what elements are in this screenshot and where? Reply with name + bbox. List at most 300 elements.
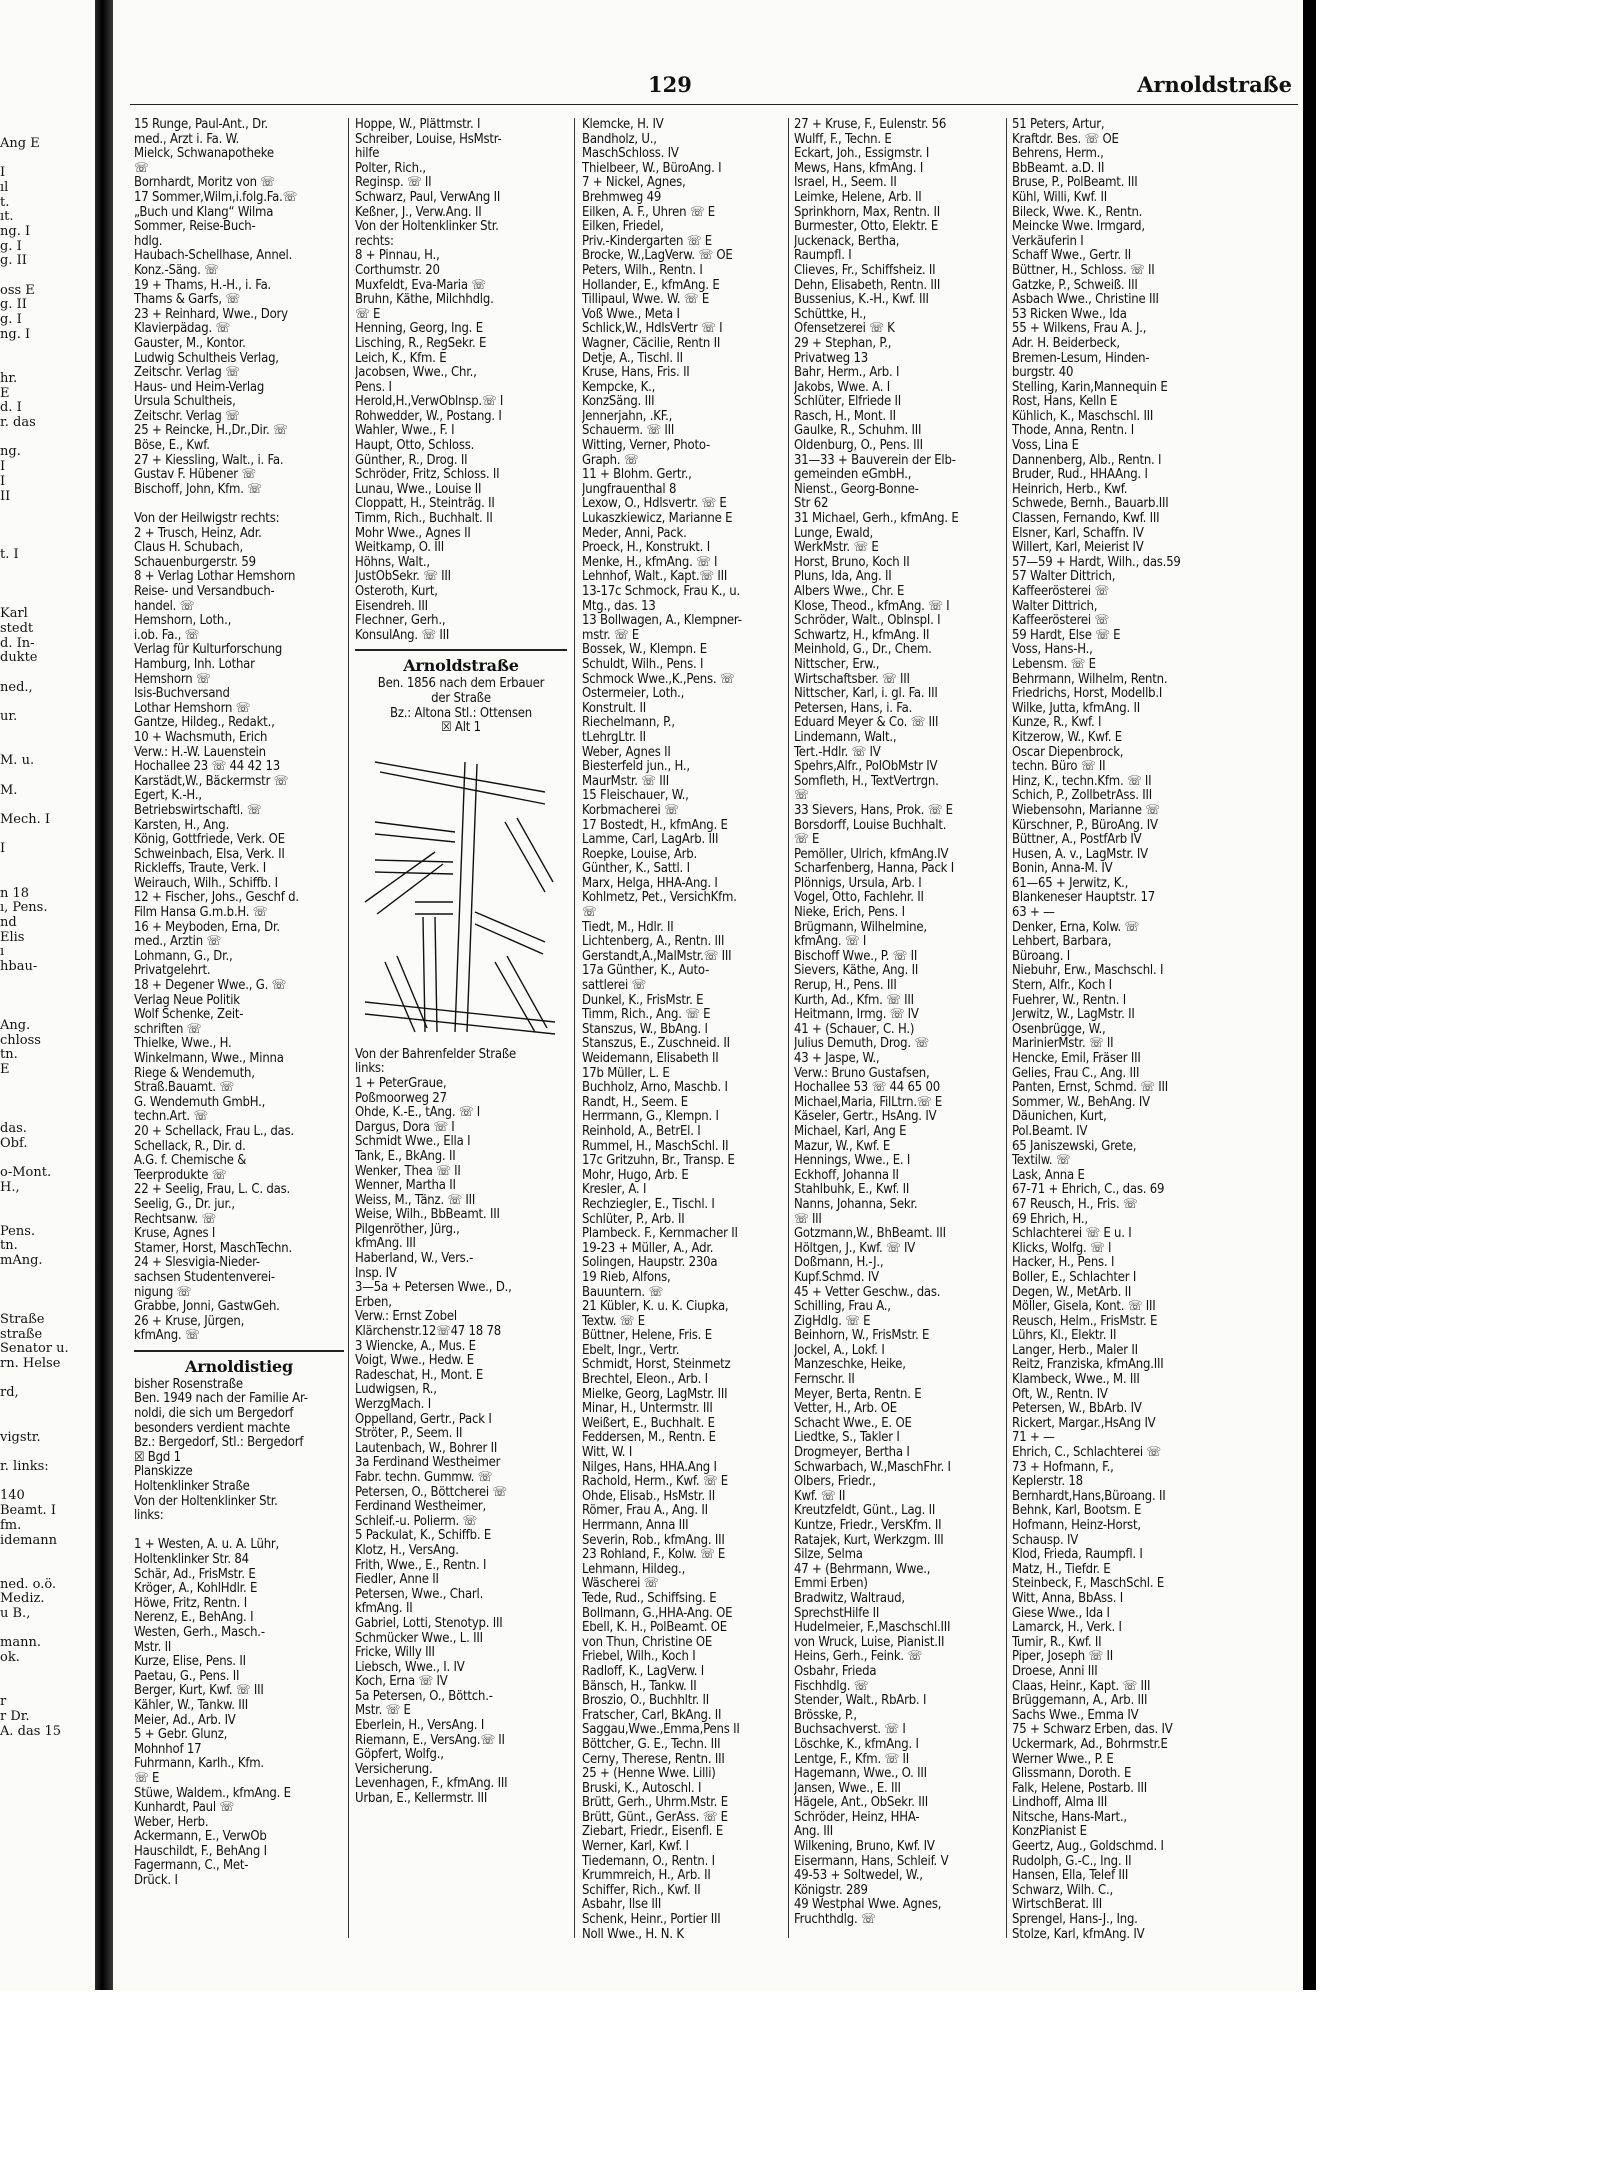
directory-entry-line: Klemcke, H. IV	[582, 118, 664, 132]
directory-entry-line: 13 Bollwagen, A., Klempner-	[582, 614, 742, 629]
directory-entry-line: Schär, Ad., FrisMstr. E	[134, 1567, 256, 1582]
directory-entry-line: Voigt, Wwe., Hedw. E	[355, 1354, 474, 1369]
directory-entry-line	[0, 828, 69, 843]
directory-entry-line: Kupf.Schmd. IV	[794, 1270, 879, 1285]
directory-entry-line: Adr. H. Beiderbeck,	[1012, 336, 1120, 351]
directory-entry-line: SprechstHilfe II	[794, 1606, 880, 1621]
directory-entry-line: ıl	[0, 179, 9, 195]
column-2	[355, 118, 567, 1978]
directory-entry-line: 5a Petersen, O., Böttch.-	[355, 1689, 493, 1704]
directory-entry-line: Jockel, A., Lokf. I	[794, 1343, 885, 1358]
directory-entry-line: Lunau, Wwe., Louise II	[355, 482, 482, 497]
directory-entry-line: Meier, Ad., Arb. IV	[134, 1713, 236, 1728]
directory-entry-line: kfmAng. III	[355, 1237, 416, 1252]
directory-entry-line: Tert.-Hdlr. ☏ IV	[794, 745, 881, 760]
directory-entry-line: Öhde, Elisab., HsMstr. II	[582, 1489, 715, 1504]
column-1-entries	[134, 118, 344, 1344]
directory-entry-line: burgstr. 40	[1012, 366, 1074, 381]
directory-entry-line: Schmidt, Horst, Steinmetz	[582, 1358, 731, 1373]
directory-entry-line: Mielke, Georg, LagMstr. III	[582, 1387, 728, 1402]
directory-entry-line: Eisermann, Hans, Schleif. V	[794, 1854, 949, 1869]
directory-entry-line: Burmester, Otto, Elektr. E	[794, 220, 939, 235]
directory-entry-line: Schwarbach, W.,MaschFhr. I	[794, 1460, 951, 1475]
directory-entry-line: Eilken, Friedel,	[582, 220, 664, 235]
directory-entry-line: Rasch, H., Mont. II	[794, 409, 896, 424]
directory-entry-line: Günther, K., Sattl. I	[582, 862, 690, 877]
directory-entry-line: KonsulAng. ☏ III	[355, 628, 450, 643]
directory-entry-line: Drogmeyer, Bertha I	[794, 1446, 910, 1461]
directory-entry-line: 17 Bostedt, H., kfmAng. E	[582, 818, 728, 833]
directory-entry-line: Kühl, Willi, Kwf. II	[1012, 190, 1107, 205]
directory-entry-line: Randt, H., Seem. E	[582, 1095, 688, 1110]
directory-entry-line: 27 + Kiessling, Walt., i. Fa.	[134, 453, 284, 468]
directory-entry-line: 67 Reusch, H., Fris. ☏	[1012, 1197, 1138, 1212]
directory-entry-line: Reginsp. ☏ II	[355, 176, 432, 191]
directory-entry-line: Meincke Wwe. Irmgard,	[1012, 220, 1145, 235]
directory-entry-line: Oldenburg, O., Pens. III	[794, 439, 923, 454]
directory-entry-line: Lindemann, Walt.,	[794, 730, 897, 745]
directory-entry-line: Beinhorn, W., FrisMstr. E	[794, 1329, 930, 1344]
directory-entry-line: Panten, Ernst, Schmd. ☏ III	[1012, 1081, 1168, 1096]
directory-entry-line: Riechelmann, P.,	[582, 716, 675, 731]
directory-entry-line: A.G. f. Chemische &	[134, 1154, 247, 1169]
directory-entry-line: Broszio, O., Buchhltr. II	[582, 1694, 710, 1709]
directory-entry-line: Bischoff Wwe., P. ☏ II	[794, 949, 918, 964]
column-5	[1012, 118, 1222, 1978]
directory-entry-line: Meder, Anni, Pack.	[582, 526, 687, 541]
directory-entry-line: Fagermann, C., Met-	[134, 1859, 249, 1874]
directory-entry-line: MaurMstr. ☏ III	[582, 774, 669, 789]
directory-entry-line: Eckart, Joh., Essigmstr. I	[794, 147, 930, 162]
directory-entry-line: Fabr. techn. Gummw. ☏	[355, 1470, 493, 1485]
directory-entry-line: Bileck, Wwe. K., Rentn.	[1012, 205, 1143, 220]
directory-entry-line: Kresler, A. I	[582, 1183, 647, 1198]
directory-entry-line: Sommer, W., BehAng. IV	[1012, 1095, 1150, 1110]
column-2-entries	[355, 118, 567, 643]
directory-entry-line: Asbahr, Ilse III	[582, 1898, 662, 1913]
directory-entry-line: Buchholz, Arno, Maschb. I	[582, 1081, 728, 1096]
directory-entry-line	[0, 1475, 69, 1490]
directory-entry-line: nd	[0, 914, 17, 930]
directory-entry-line: JustObSekr. ☏ III	[355, 570, 451, 585]
directory-entry-line: 12 + Fischer, Johs., Geschf d.	[134, 891, 299, 906]
directory-entry-line: I	[0, 459, 6, 475]
directory-entry-line: ☏ E	[355, 307, 381, 322]
directory-entry-line: Buchsachverst. ☏ I	[794, 1723, 906, 1738]
directory-entry-line: Petersen, Hans, i. Fa.	[794, 701, 913, 716]
directory-entry-line: Verw.: Ernst Zobel	[355, 1310, 457, 1325]
directory-entry-line	[0, 769, 69, 784]
directory-entry-line	[0, 122, 69, 137]
directory-entry-line: 3—5a + Petersen Wwe., D.,	[355, 1281, 512, 1296]
directory-entry-line: Bahr, Herm., Arb. I	[794, 366, 900, 381]
directory-entry-line	[0, 1210, 69, 1225]
directory-entry-line: Herrmann, Anna III	[582, 1519, 689, 1533]
directory-entry-line: t. I	[0, 547, 19, 563]
directory-entry-line: Oft, W., Rentn. IV	[1012, 1387, 1108, 1402]
directory-entry-line	[0, 1195, 69, 1210]
directory-entry-line: Kürschner, P., BüroAng. IV	[1012, 818, 1158, 833]
directory-entry-line: d. I	[0, 400, 22, 416]
directory-entry-line: mann.	[0, 1635, 41, 1651]
directory-entry-line: Fricke, Willy III	[355, 1646, 435, 1661]
directory-entry-line: das.	[0, 1120, 27, 1136]
directory-entry-line: M.	[0, 782, 18, 798]
directory-entry-line: Büttner, A., PostfArb IV	[1012, 833, 1142, 848]
directory-entry-line	[0, 534, 69, 549]
directory-entry-line: E	[0, 385, 10, 401]
directory-entry-line: Mohnhof 17	[134, 1742, 202, 1757]
directory-entry-line: Urban, E., Kellermstr. III	[355, 1792, 488, 1807]
directory-entry-line: n 18	[0, 885, 30, 901]
section-rule	[355, 649, 567, 651]
directory-entry-line: Mews, Hans, kfmAng. I	[794, 161, 924, 176]
directory-entry-line: Willert, Karl, Meierist IV	[1012, 541, 1144, 556]
directory-entry-line: Verlag Neue Politik	[134, 993, 240, 1008]
directory-entry-line: 57 Walter Dittrich,	[1012, 570, 1116, 585]
directory-entry-line: Vetter, H., Arb. OE	[794, 1402, 897, 1417]
directory-entry-line: 41 + (Schauer, C. H.)	[794, 1022, 915, 1037]
directory-entry-line: med., Ärztin ☏	[134, 935, 221, 950]
directory-entry-line: BbBeamt. a.D. II	[1012, 161, 1105, 176]
directory-entry-line: 3 Wiencke, A., Mus. E	[355, 1339, 476, 1354]
directory-entry-line: Albers Wwe., Chr. E	[794, 585, 905, 599]
directory-entry-line: g. II	[0, 253, 27, 269]
directory-entry-line: Nittscher, Erw.,	[794, 657, 880, 672]
directory-entry-line: Witt, W. I	[582, 1446, 633, 1461]
directory-entry-line: Lautenbach, W., Bohrer II	[355, 1441, 498, 1456]
directory-entry-line: 67-71 + Ehrich, C., das. 69	[1012, 1183, 1165, 1198]
directory-entry-line: Hennings, Wwe., E. I	[794, 1154, 911, 1169]
directory-entry-line: Muxfeldt, Eva-Maria ☏	[355, 278, 486, 293]
directory-entry-line: Weißert, E., Buchhalt. E	[582, 1416, 715, 1431]
directory-entry-line: Drück. I	[134, 1874, 178, 1889]
directory-entry-line	[0, 857, 69, 872]
directory-entry-line: Reusch, Helm., FrisMstr. E	[1012, 1314, 1158, 1329]
directory-entry-line: Bandholz, U.,	[582, 132, 657, 147]
directory-entry-line: Lunge, Ewald,	[794, 526, 874, 541]
directory-entry-line: Schmock Wwe.,K.,Pens. ☏	[582, 672, 735, 687]
directory-entry-line	[0, 578, 69, 593]
directory-entry-line: Timm, Rich., Buchhalt. II	[355, 512, 493, 527]
directory-entry-line: Kwf. ☏ II	[794, 1489, 846, 1504]
directory-entry-line: Petersen, Wwe., Charl.	[355, 1587, 484, 1602]
directory-entry-line: Wiebensohn, Marianne ☏	[1012, 803, 1160, 818]
directory-entry-line: 69 Ehrich, H.,	[1012, 1212, 1088, 1227]
directory-entry-line: Str 62	[794, 497, 829, 512]
directory-entry-line: Elis	[0, 929, 25, 945]
directory-entry-line: 25 + (Henne Wwe. Lilli)	[582, 1767, 716, 1782]
directory-entry-line: Bauuntern. ☏	[582, 1285, 663, 1300]
directory-entry-line: der Straße	[431, 691, 491, 706]
directory-entry-line: ☒ Alt 1	[441, 721, 481, 736]
directory-entry-line: Schlachterei ☏ E u. I	[1012, 1227, 1132, 1242]
directory-entry-line: Fuhrmann, Karlh., Kfm.	[134, 1757, 264, 1772]
directory-entry-line: stedt	[0, 620, 34, 636]
directory-entry-line: Plönnigs, Ursula, Arb. I	[794, 876, 922, 891]
directory-entry-line: Flechner, Gerh.,	[355, 614, 446, 629]
directory-entry-line: Saggau,Wwe.,Emma,Pens II	[582, 1723, 740, 1738]
directory-entry-line	[0, 1416, 69, 1431]
directory-entry-line: g. I	[0, 312, 22, 328]
directory-entry-line: Ehrich, C., Schlachterei ☏	[1012, 1446, 1161, 1461]
directory-entry-line: Ziebart, Friedr., Eisenfl. E	[582, 1825, 724, 1840]
directory-entry-line: Scharfenberg, Hanna, Pack I	[794, 862, 955, 877]
directory-entry-line	[134, 497, 344, 512]
directory-entry-line: Keplerstr. 18	[1012, 1475, 1083, 1490]
directory-entry-line: 15 Runge, Paul-Ant., Dr.	[134, 118, 268, 132]
directory-entry-line: Bornhardt, Moritz von ☏	[134, 176, 275, 191]
directory-entry-line: Jennerjahn, .KF.,	[582, 409, 673, 424]
directory-entry-line: Gatzke, P., Schweiß. III	[1012, 278, 1138, 293]
directory-entry-line: Bruse, P., PolBeamt. III	[1012, 176, 1138, 191]
directory-entry-line: 75 + Schwarz Erben, das. IV	[1012, 1723, 1173, 1738]
directory-entry-line: 55 + Wilkens, Frau A. J.,	[1012, 322, 1147, 337]
directory-entry-line: Lehnhof, Walt., Kapt.☏ III	[582, 570, 728, 585]
directory-entry-line: Kühlich, K., Maschschl. III	[1012, 409, 1154, 424]
directory-entry-line: Plambeck. F., Kernmacher II	[582, 1227, 738, 1242]
directory-entry-line: Eduard Meyer & Co. ☏ III	[794, 716, 939, 731]
directory-entry-line: Leich, K., Kfm. E	[355, 351, 447, 366]
directory-entry-line: 11 + Blohm. Gertr.,	[582, 468, 692, 483]
directory-entry-line: Stüwe, Waldem., kfmAng. E	[134, 1786, 291, 1801]
directory-entry-line: Feddersen, M., Rentn. E	[582, 1431, 716, 1446]
directory-entry-line: 140	[0, 1488, 25, 1504]
directory-entry-line: Schüttke, H.,	[794, 307, 867, 322]
directory-entry-line: Cerny, Therese, Rentn. III	[582, 1752, 725, 1767]
directory-entry-line: Emmi Erben)	[794, 1577, 868, 1592]
directory-entry-line: Bruhn, Käthe, Milchhdlg.	[355, 293, 494, 308]
directory-entry-line: Sprinkhorn, Max, Rentn. II	[794, 205, 940, 220]
directory-entry-line: Tillipaul, Wwe. W. ☏ E	[582, 293, 710, 308]
directory-entry-line: Bernhardt,Hans,Büroang. II	[1012, 1489, 1166, 1504]
directory-entry-line	[0, 1151, 69, 1166]
directory-entry-line: Höltgen, J., Kwf. ☏ IV	[794, 1241, 916, 1256]
directory-entry-line: Zeitschr. Verlag ☏	[134, 409, 240, 424]
directory-entry-line: Horst, Bruno, Koch II	[794, 555, 910, 570]
directory-entry-line: Pilgenröther, Jürg.,	[355, 1222, 460, 1237]
column-rule	[574, 118, 575, 1938]
directory-entry-line: „Buch und Klang“ Wilma	[134, 205, 274, 220]
directory-entry-line: Rickert, Margar.,HsAng IV	[1012, 1416, 1156, 1431]
directory-entry-line: 31—33 + Bauverein der Elb-	[794, 453, 956, 468]
directory-entry-line: 61—65 + Jerwitz, K.,	[1012, 876, 1129, 891]
directory-entry-line: Tumir, R., Kwf. II	[1012, 1635, 1102, 1650]
directory-entry-line: Senator u.	[0, 1341, 69, 1357]
directory-entry-line: Steinbeck, F., MaschSchl. E	[1012, 1577, 1165, 1592]
directory-entry-line: Käseler, Gertr., HsAng. IV	[794, 1110, 937, 1125]
directory-entry-line: Riemann, E., VersAng.☏ II	[355, 1733, 505, 1748]
directory-entry-line: Wilkening, Bruno, Kwf. IV	[794, 1840, 935, 1855]
directory-entry-line: Rudolph, G.-C., Ing. II	[1012, 1854, 1132, 1869]
directory-entry-line: Meyer, Berta, Rentn. E	[794, 1387, 922, 1402]
directory-entry-line: Pens. I	[355, 380, 392, 395]
directory-entry-line: Mediz.	[0, 1591, 45, 1607]
directory-entry-line: 7 + Nickel, Agnes,	[582, 176, 686, 191]
directory-entry-line: Fruchthdlg. ☏	[794, 1913, 876, 1928]
directory-entry-line: Paetau, G., Pens. II	[134, 1669, 240, 1684]
directory-entry-line: Stern, Alfr., Koch I	[1012, 979, 1112, 994]
directory-entry-line: Behrens, Herm.,	[1012, 147, 1104, 162]
directory-entry-line: Bischoff, John, Kfm. ☏	[134, 482, 262, 497]
directory-entry-line: Eisendreh. III	[355, 599, 428, 614]
directory-entry-line	[0, 798, 69, 813]
directory-entry-line: 51 Peters, Artur,	[1012, 118, 1105, 132]
directory-entry-line: Hagemann, Wwe., O. III	[794, 1767, 927, 1782]
directory-entry-line: ☏	[134, 161, 149, 176]
directory-entry-line: Konz.-Säng. ☏	[134, 263, 219, 278]
directory-entry-line: Ang. III	[794, 1825, 834, 1840]
directory-entry-line: Poßmoorweg 27	[355, 1091, 447, 1106]
directory-entry-line: Hacker, H., Pens. I	[1012, 1256, 1115, 1271]
directory-entry-line: Ludwig Schultheis Verlag,	[134, 351, 279, 366]
directory-entry-line: Jansen, Wwe., E. III	[794, 1781, 901, 1796]
directory-entry-line: Werner, Karl, Kwf. I	[582, 1840, 689, 1855]
directory-entry-line: sattlerei ☏	[582, 979, 646, 994]
directory-entry-line: Meinhold, G., Dr., Chem.	[794, 643, 932, 658]
directory-entry-line: Kaffeerösterei ☏	[1012, 614, 1109, 629]
directory-entry-line: Schlüter, P., Arb. II	[582, 1212, 685, 1227]
directory-entry-line: Wolf Schenke, Zeit-	[134, 1008, 244, 1023]
directory-entry-line: Bremen-Lesum, Hinden-	[1012, 351, 1150, 366]
column-1	[134, 118, 344, 1978]
directory-entry-line: Wenker, Thea ☏ II	[355, 1164, 461, 1179]
directory-entry-line: Lichtenberg, A., Rentn. III	[582, 935, 725, 950]
directory-entry-line: 5 Packulat, K., Schiffb. E	[355, 1529, 492, 1544]
directory-entry-line: 17c Gritzuhn, Br., Transp. E	[582, 1154, 735, 1169]
directory-entry-line: Pemöller, Ulrich, kfmAng.IV	[794, 847, 949, 862]
directory-entry-line: t.	[0, 194, 10, 210]
directory-entry-line: Lehmann, Hildeg.,	[582, 1562, 686, 1577]
directory-entry-line: 23 Rohland, F., Kolw. ☏ E	[582, 1548, 726, 1563]
directory-entry-line: noldi, die sich um Bergedorf	[134, 1407, 294, 1422]
directory-entry-line: Lebensm. ☏ E	[1012, 657, 1096, 672]
directory-entry-line: Günther, R., Drog. II	[355, 453, 468, 468]
directory-entry-line: ☏	[794, 789, 809, 804]
directory-entry-line: d. In-	[0, 635, 35, 651]
directory-entry-line: I	[0, 841, 6, 857]
directory-entry-line: Nilges, Hans, HHA.Ang I	[582, 1460, 717, 1475]
directory-entry-line: Verw.: Bruno Gustafsen,	[794, 1066, 930, 1081]
directory-entry-line: Kruse, Agnes I	[134, 1227, 216, 1242]
directory-entry-line: Rechtsanw. ☏	[134, 1212, 216, 1227]
directory-entry-line: Cloppatt, H., Steinträg. II	[355, 497, 495, 512]
directory-entry-line: Manzeschke, Heike,	[794, 1358, 906, 1373]
directory-entry-line: Ang.	[0, 1017, 31, 1033]
directory-entry-line: gemeinden eGmbH.,	[794, 468, 912, 483]
directory-entry-line: mstr. ☏ E	[582, 628, 640, 643]
directory-entry-line: Fernschr. II	[794, 1373, 855, 1388]
directory-entry-line: Classen, Fernando, Kwf. III	[1012, 512, 1160, 527]
directory-entry-line: Mazur, W., Kwf. E	[794, 1139, 891, 1154]
directory-entry-line: Somfleth, H., TextVertrgn.	[794, 774, 939, 789]
column-rule	[348, 118, 349, 1938]
running-head: Arnoldstraße	[1137, 72, 1292, 97]
directory-entry-line: Sachs Wwe., Emma IV	[1012, 1708, 1139, 1723]
directory-entry-line: ☏ III	[794, 1212, 822, 1227]
previous-page-text	[0, 122, 69, 1739]
page-number: 129	[648, 72, 692, 97]
directory-entry-line: 71 + —	[1012, 1431, 1055, 1446]
directory-entry-line: Gustav F. Hübener ☏	[134, 468, 256, 483]
directory-entry-line: Brütt, Günt., GerAss. ☏ E	[582, 1810, 728, 1825]
directory-entry-line: 23 + Reinhard, Wwe., Dory	[134, 307, 288, 322]
directory-entry-line: Schwarz, Paul, VerwAng II	[355, 190, 501, 205]
directory-entry-line: Schwarz, Wilh. C.,	[1012, 1883, 1113, 1898]
directory-entry-line: ☒ Bgd 1	[134, 1450, 181, 1465]
directory-entry-line: Fischhdlg. ☏	[794, 1679, 869, 1694]
directory-entry-line: Ratajek, Kurt, Werkzgm. III	[794, 1533, 944, 1548]
directory-entry-line: Nittscher, Karl, i. gl. Fa. III	[794, 687, 938, 702]
directory-entry-line	[0, 975, 69, 990]
section-entries	[355, 1048, 567, 1807]
directory-entry-line: Lamarck, H., Verk. I	[1012, 1621, 1122, 1636]
directory-entry-line: i.ob. Fa., ☏	[134, 628, 200, 643]
directory-entry-line: Bz.: Altona Stl.: Ottensen	[390, 706, 532, 721]
directory-entry-line: Kähler, W., Tankw. III	[134, 1698, 248, 1713]
section-title: Arnoldistieg	[185, 1356, 293, 1376]
directory-entry-line: Schilling, Frau A.,	[794, 1300, 891, 1315]
directory-entry-line: Kohlmetz, Pet., VersichKfm.	[582, 891, 737, 906]
section-entries	[134, 1378, 344, 1889]
directory-entry-line: Lexow, O., Hdlsvertr. ☏ E	[582, 497, 727, 512]
directory-entry-line: tn.	[0, 1047, 18, 1063]
directory-entry-line: Witting, Verner, Photo-	[582, 439, 711, 454]
directory-entry-line: Thams & Garfs, ☏	[134, 293, 240, 308]
directory-entry-line: 13-17c Schmock, Frau K., u.	[582, 585, 740, 599]
previous-page-edge	[0, 0, 95, 1990]
directory-entry-line: Schiffer, Rich., Kwf. II	[582, 1883, 701, 1898]
directory-entry-line: Raumpfl. I	[794, 249, 852, 264]
directory-entry-line: Mohr Wwe., Agnes II	[355, 526, 471, 541]
directory-entry-line: Bänsch, H., Tankw. II	[582, 1679, 697, 1694]
directory-entry-line: Versicherung.	[355, 1762, 433, 1777]
directory-entry-line: Lehbert, Barbara,	[1012, 935, 1112, 950]
directory-entry-line: ur.	[0, 709, 18, 725]
directory-entry-line: Minar, H., Untermstr. III	[582, 1402, 713, 1417]
section-rule	[134, 1350, 344, 1352]
directory-entry-line: König, Gottfriede, Verk. OE	[134, 833, 285, 848]
directory-entry-line: nigung ☏	[134, 1285, 192, 1300]
directory-entry-line: Rummel, H., MaschSchl. II	[582, 1139, 729, 1154]
directory-entry-line: besonders verdient machte	[134, 1421, 290, 1436]
directory-entry-line: Wirtschaftsber. ☏ III	[794, 672, 910, 687]
directory-entry-line: 25 + Reincke, H.,Dr.,Dir. ☏	[134, 424, 288, 439]
directory-entry-line: u B.,	[0, 1606, 31, 1622]
directory-entry-line: Holtenklinker Str. 84	[134, 1553, 249, 1567]
directory-entry-line: Denker, Erna, Kolw. ☏	[1012, 920, 1139, 935]
directory-entry-line	[0, 1092, 69, 1107]
directory-entry-line: Böttcher, G. E., Techn. III	[582, 1737, 721, 1752]
directory-entry-line: Schreiber, Louise, HsMstr-	[355, 132, 502, 147]
directory-entry-line: Langer, Herb., Maler II	[1012, 1343, 1138, 1358]
directory-entry-line: Erben,	[355, 1295, 392, 1310]
directory-entry-line: Severin, Rob., kfmAng. III	[582, 1533, 725, 1548]
directory-entry-line: Kitzerow, W., Kwf. E	[1012, 730, 1122, 745]
directory-entry-line: Degen, W., MetArb. II	[1012, 1285, 1132, 1300]
directory-entry-line: Nerenz, E., BehAng. I	[134, 1611, 254, 1626]
directory-entry-line: Schmücker Wwe., L. III	[355, 1631, 483, 1646]
directory-entry-line: Keßner, J., Verw.Ang. II	[355, 205, 482, 220]
directory-entry-line: Asbach Wwe., Christine III	[1012, 293, 1159, 308]
directory-entry-line: Isis-Buchversand	[134, 687, 230, 702]
directory-entry-line: Sievers, Käthe, Ang. II	[794, 964, 919, 979]
directory-entry-line: Lührs, Kl., Elektr. II	[1012, 1329, 1117, 1344]
directory-entry-line: II	[0, 488, 11, 504]
directory-entry-line	[0, 1548, 69, 1563]
directory-entry-line: Jerwitz, W., LagMstr. II	[1012, 1008, 1135, 1023]
directory-entry-line: Königstr. 289	[794, 1883, 868, 1898]
